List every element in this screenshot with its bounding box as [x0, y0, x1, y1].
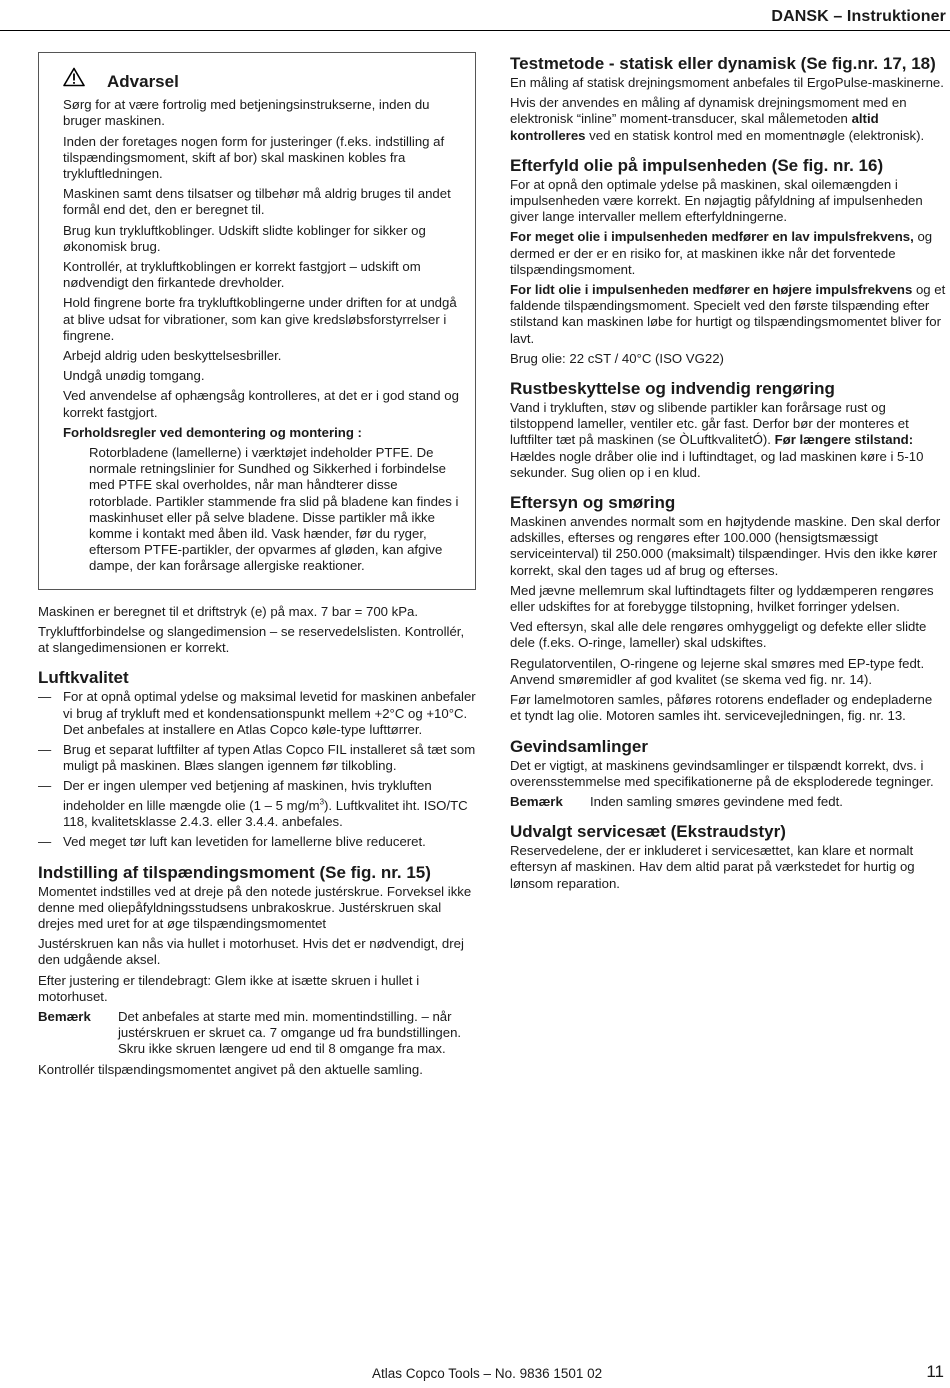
left-column	[38, 52, 476, 1082]
section-heading-eftersyn: Eftersyn og smøring	[510, 493, 676, 513]
testmetode-paragraph	[510, 95, 946, 144]
eftersyn-paragraph: Ved eftersyn, skal alle dele rengøres omhyggeligt og defekte eller slidte dele (f.eks. O-ringe, lameller) skal udskiftes.	[510, 619, 927, 651]
text-run: og dermed er der er en risiko for, at maskinen ikke når det forventede tilspændingsmoment.	[510, 229, 933, 277]
rules-text: Rotorbladene (lamellerne) i værktøjet indeholder PTFE. De normale retningslinier for Sundhed og Sikkerhed i forbindelse med PTFE skal overholdes, når man håndterer disse rotorblade. Partikler stammende fra slid på bladene kan findes i maskinhuset eller på selve bladene. Disse partikler må ikke komme i kontakt med åben ild. Vask hænder, før du ryger, eftersom PTFE-partikler, der opvarmes af gløden, kan afgive dampe, der kan forårsage allergiske reaktioner.	[89, 445, 459, 574]
eftersyn-paragraph: Med jævne mellemrum skal luftindtagets filter og lyddæmperen rengøres eller udskiftes for at forebygge tilstopning, hvilket forringer ydelsen.	[510, 582, 934, 615]
header-rule	[0, 30, 950, 31]
testmetode-paragraph: En måling af statisk drejningsmoment anbefales til ErgoPulse-maskinerne.	[510, 75, 944, 90]
section-heading-efterfyld: Efterfyld olie på impulsenheden (Se fig. nr. 16)	[510, 155, 884, 175]
page-number: 11	[926, 1362, 944, 1381]
list-item	[38, 689, 476, 738]
bold-run: For meget olie i impulsenheden medfører en lav impulsfrekvens,	[510, 229, 914, 245]
efterfyld-paragraph: For at opnå den optimale ydelse på maskinen, skal oilemængden i impulsenheden være korrekt. En nøjagtig påfyldning af impulsenheden giver lange intervaller mellem efterfyldningerne.	[510, 176, 923, 225]
note	[510, 794, 946, 810]
warning-paragraph: Undgå unødig tomgang.	[63, 368, 205, 384]
section-heading-gevind: Gevindsamlinger	[510, 736, 648, 756]
rules-heading: Forholdsregler ved demontering og montering :	[63, 424, 362, 440]
text-run: Hældes nogle dråber olie ind i luftindtaget, og lad maskinen køre i 5-10 sekunder. Sug olien op i en klud.	[510, 448, 924, 480]
list-item	[38, 834, 476, 850]
air-quality-list	[38, 689, 476, 850]
note	[38, 1009, 476, 1058]
page-header-title: DANSK – Instruktioner	[771, 8, 946, 25]
gevind-paragraph: Det er vigtigt, at maskinens gevindsamlinger er tilspændt korrekt, dvs. i overensstemmelse med specifikationerne på de eksploderede tegninger.	[510, 757, 934, 789]
warning-paragraph: Kontrollér, at trykluftkoblingen er korrekt fastgjort – udskift om nødvendigt den firkantede drevholder.	[63, 259, 421, 291]
text-run: Vand i trykluften, støv og slibende partikler kan forårsage rust og tilstoppend lameller, ventiler etc. går fast. Derfor bør der monteres et luftfilter tæt på maskinen (se ÒLuftkvalitetÓ).	[510, 400, 909, 448]
warning-paragraph: Hold fingrene borte fra trykluftkoblingerne under driften for at undgå at blive udsat for vibrationer, som kan give kredsløbsforstyrrelser i fingrene.	[63, 295, 457, 343]
indstilling-paragraph: Justérskruen kan nås via hullet i motorhuset. Hvis det er nødvendigt, drej den udgående aksel.	[38, 936, 464, 968]
section-heading-testmetode: Testmetode - statisk eller dynamisk (Se fig.nr. 17, 18)	[510, 54, 936, 73]
oil-text-b: ). Luftkvalitet iht. ISO/TC 118, kvalitetsklasse 2.4.3. eller 3.4.4. anbefales.	[63, 797, 468, 830]
dash-mark: —	[38, 834, 52, 850]
efterfyld-paragraph	[510, 282, 946, 347]
dash-mark: —	[38, 689, 52, 705]
right-column	[510, 52, 946, 896]
indstilling-paragraph: Momentet indstilles ved at dreje på den notede justérskrue. Forveksel ikke denne med oliepåfyldningsstudsens unbrakoskrue. Justérskruen skal drejes med uret for at øge tilspændingsmomentet	[38, 883, 472, 931]
section-heading-luftkvalitet: Luftkvalitet	[38, 668, 129, 688]
efterfyld-paragraph	[510, 229, 946, 278]
footer-text: Atlas Copco Tools – No. 9836 1501 02	[372, 1366, 603, 1381]
rust-paragraph	[510, 400, 946, 481]
warning-triangle-icon	[63, 67, 85, 91]
intro-paragraph: Trykluftforbindelse og slangedimension – se reservedelslisten. Kontrollér, at slangedimensionen er korrekt.	[38, 623, 465, 656]
text-run: Hvis der anvendes en måling af dynamisk drejningsmoment med en elektronisk “inline” moment-transducer, skal målemetoden	[510, 95, 907, 127]
section-heading-rust: Rustbeskyttelse og indvendig rengøring	[510, 379, 835, 399]
superscript: 3	[319, 797, 325, 807]
note-label: Bemærk	[38, 1008, 91, 1024]
indstilling-closing: Kontrollér tilspændingsmomentet angivet på den aktuelle samling.	[38, 1061, 423, 1077]
list-item-text	[63, 778, 468, 829]
note-text: Det anbefales at starte med min. momentindstilling. – når justérskruen er skruet ca. 7 omgange ud fra bundstillingen. Skru ikke skruen længere ud end til 8 omgange fra max.	[118, 1008, 462, 1057]
warning-paragraph: Inden der foretages nogen form for justeringer (f.eks. indstilling af tilspændingsmoment, skift af bor) skal maskinen kobles fra trykluftledningen.	[63, 133, 445, 182]
text-run: ved en statisk kontrol med en momentnøgle (elektronisk).	[585, 127, 925, 143]
dash-mark: —	[38, 741, 52, 757]
text-run: og et faldende tilspændingsmoment. Specielt ved den første tilspænding efter stilstand kan maskinen løbe for hurtigt og tilspændingsmomentet bliver for lavt.	[510, 282, 946, 346]
warning-paragraph: Ved anvendelse af ophængsåg kontrolleres, at det er i god stand og korrekt fastgjort.	[63, 388, 459, 420]
eftersyn-paragraph: Før lamelmotoren samles, påføres rotorens endeflader og endepladerne et tyndt lag olie. Motoren samles iht. servicevejledningen, fig. nr. 13.	[510, 692, 933, 724]
bold-run: altid kontrolleres	[510, 111, 879, 143]
list-item-text: Brug et separat luftfilter af typen Atlas Copco FIL installeret så tæt som muligt på maskinen. Blæs slangen igennem før tilkobling.	[63, 741, 476, 774]
warning-title: Advarsel	[107, 72, 179, 91]
dash-mark: —	[38, 778, 52, 794]
bold-run: Før længere stilstand:	[774, 432, 914, 448]
eftersyn-paragraph: Regulatorventilen, O-ringene og lejerne skal smøres med EP-type fedt. Anvend smøremidler af god kvalitet (se skema ved fig. nr. 14).	[510, 655, 925, 687]
intro-paragraph: Maskinen er beregnet til et driftstryk (e) på max. 7 bar = 700 kPa.	[38, 603, 419, 619]
bold-run: For lidt olie i impulsenheden medfører en højere impulsfrekvens	[510, 282, 913, 298]
indstilling-paragraph: Efter justering er tilendebragt: Glem ikke at isætte skruen i hullet i motorhuset.	[38, 972, 420, 1004]
warning-paragraph: Sørg for at være fortrolig med betjeningsinstrukserne, inden du bruger maskinen.	[63, 97, 430, 129]
list-item	[38, 778, 476, 830]
warning-header	[63, 67, 463, 91]
warning-paragraph: Maskinen samt dens tilsatser og tilbehør må aldrig bruges til andet formål end det, den er beregnet til.	[63, 186, 451, 218]
eftersyn-paragraph: Maskinen anvendes normalt som en højtydende maskine. Den skal derfor adskilles, efterses og rengøres efter 100.000 (hensigtsmæssigt serviceinterval) til 250.000 (maksimalt) tilspændinger. Hvis den ikke kører korrekt, skal den tages ud af brug og efterses.	[510, 514, 941, 578]
note-text: Inden samling smøres gevindene med fedt.	[590, 793, 843, 809]
list-item-text: For at opnå optimal ydelse og maksimal levetid for maskinen anbefaler vi brug af trykluft med et kondensationspunkt mellem +2°C og +10°C. Det anbefales at installere en Atlas Copco køle-type lufttørrer.	[63, 689, 476, 737]
list-item-text: Ved meget tør luft kan levetiden for lamellerne blive reduceret.	[63, 834, 426, 850]
oil-text-a: Der er ingen ulemper ved betjening af maskinen, hvis trykluften indeholder en lille mængde olie (1 – 5 mg/m	[63, 778, 432, 813]
section-heading-servicesaet: Udvalgt servicesæt (Ekstraudstyr)	[510, 822, 786, 842]
servicesaet-paragraph: Reservedelene, der er inkluderet i servicesættet, kan klare et normalt eftersyn af maskinen. Hav dem altid parat på værkstedet for hurtig og lønsom reparation.	[510, 843, 915, 891]
note-label: Bemærk	[510, 793, 563, 809]
list-item	[38, 742, 476, 774]
warning-box	[38, 52, 476, 590]
warning-paragraph: Brug kun trykluftkoblinger. Udskift slidte koblinger for sikker og økonomisk brug.	[63, 222, 426, 254]
warning-paragraph: Arbejd aldrig uden beskyttelsesbriller.	[63, 348, 282, 364]
section-heading-indstilling: Indstilling af tilspændingsmoment (Se fig. nr. 15)	[38, 862, 431, 882]
efterfyld-paragraph: Brug olie: 22 cST / 40°C (ISO VG22)	[510, 350, 724, 366]
